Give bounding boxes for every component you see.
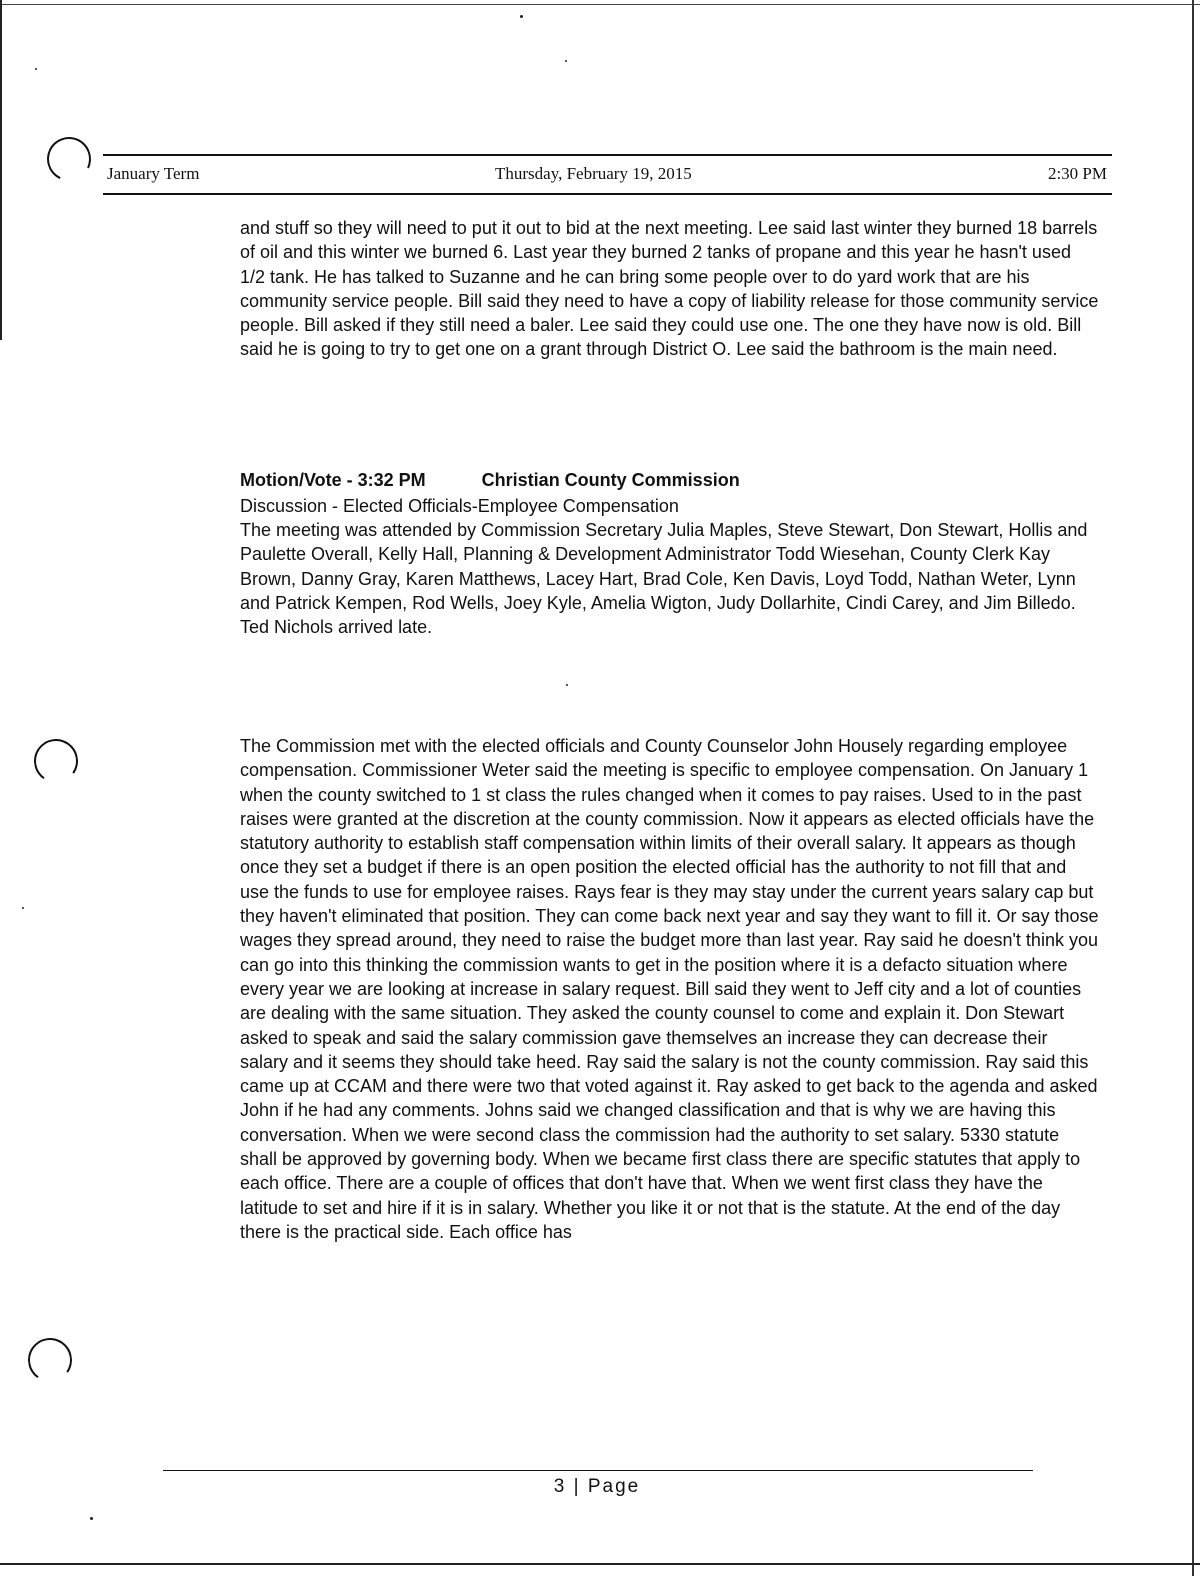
page-number: 3 | Page: [553, 1476, 641, 1497]
punch-hole-icon: [25, 1335, 76, 1386]
section-heading: [240, 468, 1100, 492]
scan-speck: [520, 15, 523, 18]
discussion-line: Discussion - Elected Officials-Employee Compensation: [240, 496, 679, 516]
header-date: Thursday, February 19, 2015: [495, 164, 692, 183]
main-paragraph: The Commission met with the elected officials and County Counselor John Housely regarding employee compensation. Commissioner Weter said the meeting is specific to employee compensation. On January 1 when the county switched to 1 st class the rules changed when it comes to pay raises. Used to in the past raises were granted at the discretion at the county commission. Now it appears as elected officials have the statutory authority to establish staff compensation within limits of their overall salary. It appears as though once they set a budget if there is an open position the elected official has the authority to not fill that and use the funds to use for employee raises. Rays fear is they may stay under the current years salary cap but they haven't eliminated that position. They can come back next year and say they want to fill it. Or say those wages they spread around, they need to raise the budget more than last year. Ray said he doesn't think you can go into this thinking the commission wants to get in the position where it is a defacto situation where every year we are looking at increase in salary request. Bill said they went to Jeff city and a lot of counties are dealing with the same situation. They asked the county counsel to come and explain it. Don Stewart asked to speak and said the salary commission gave themselves an increase they can decrease their salary and it seems they should take heed. Ray said the salary is not the county commission. Ray said this came up at CCAM and there were two that voted against it. Ray asked to get back to the agenda and asked John if he had any comments. Johns said we changed classification and that is why we are having this conversation. When we were second class the commission had the authority to set salary. 5330 statute shall be approved by governing body. When we became first class there are specific statutes that apply to each office. There are a couple of offices that don't have that. When we went first class they have the latitude to set and hire if it is in salary. Whether you like it or not that is the statute. At the end of the day there is the practical side. Each office has: [240, 736, 1099, 1242]
page-edge-top: [0, 4, 1200, 5]
punch-hole-icon: [31, 736, 82, 787]
header-rule: [103, 154, 1112, 156]
page-header: [107, 164, 1107, 188]
header-time: 2:30 PM: [1047, 164, 1107, 183]
continuation-paragraph: and stuff so they will need to put it out to bid at the next meeting. Lee said last winter they burned 18 barrels of oil and this winter we burned 6. Last year they burned 2 tanks of propane and this year he hasn't used 1/2 tank. He has talked to Suzanne and he can bring some people over to do yard work that are his community service people. Bill said they need to have a copy of liability release for those community service people. Bill asked if they still need a baler. Lee said they could use one. The one they have now is old. Bill said he is going to try to get one on a grant through District O. Lee said the bathroom is the main need.: [240, 218, 1099, 360]
scan-speck: [35, 68, 37, 70]
page-edge-bottom: [0, 1563, 1200, 1565]
organization-name: Christian County Commission: [481, 470, 740, 490]
page-footer: [0, 1476, 1200, 1498]
scan-speck: [22, 907, 24, 909]
page-edge-right: [1192, 0, 1194, 1576]
header-rule: [103, 193, 1112, 195]
punch-hole-icon: [41, 131, 97, 187]
scan-speck: [565, 60, 567, 62]
page-edge-left: [0, 0, 2, 340]
motion-label: Motion/Vote - 3:32 PM: [240, 470, 426, 490]
header-term: January Term: [107, 164, 200, 183]
scan-speck: [566, 684, 568, 686]
footer-rule: [163, 1470, 1033, 1471]
scan-speck: [90, 1517, 93, 1520]
attendance-paragraph: The meeting was attended by Commission Secretary Julia Maples, Steve Stewart, Don Stewart, Hollis and Paulette Overall, Kelly Hall, Planning & Development Administrator Todd Wiesehan, County Clerk Kay Brown, Danny Gray, Karen Matthews, Lacey Hart, Brad Cole, Ken Davis, Loyd Todd, Nathan Weter, Lynn and Patrick Kempen, Rod Wells, Joey Kyle, Amelia Wigton, Judy Dollarhite, Cindi Carey, and Jim Billedo. Ted Nichols arrived late.: [240, 520, 1088, 638]
